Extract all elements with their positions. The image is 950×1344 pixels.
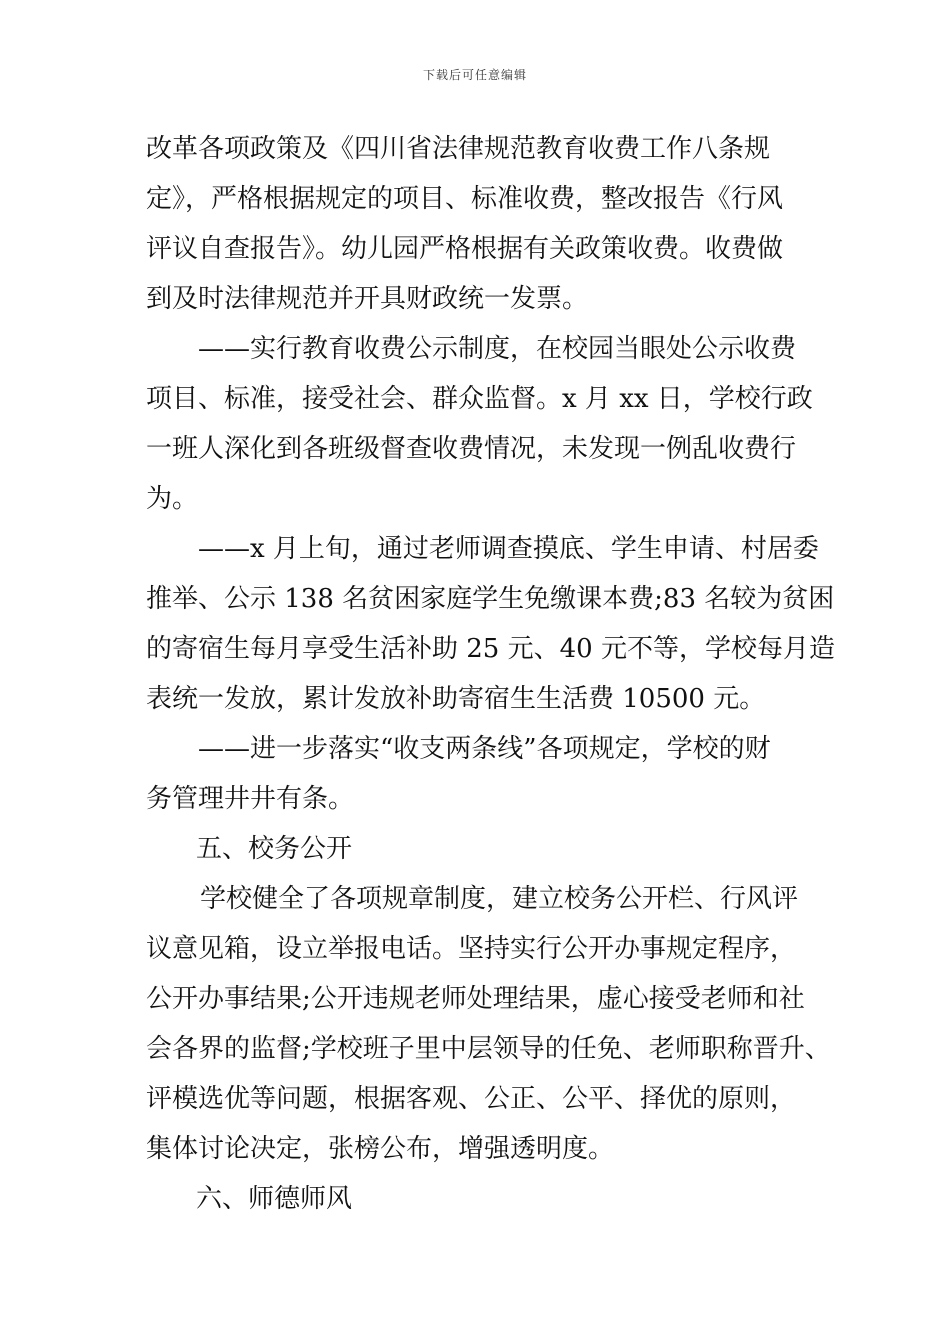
text-line: 的寄宿生每月享受生活补助 25 元、40 元不等，学校每月造	[146, 634, 835, 664]
text-line: 项目、标准，接受社会、群众监督。x 月 xx 日，学校行政	[146, 384, 813, 414]
text-line: 评模选优等问题，根据客观、公正、公平、择优的原则，	[146, 1084, 797, 1114]
text-line: 学校健全了各项规章制度，建立校务公开栏、行风评	[200, 884, 799, 914]
text-line: ——x 月上旬，通过老师调查摸底、学生申请、村居委	[198, 534, 819, 564]
text-line: 改革各项政策及《四川省法律规范教育收费工作八条规	[146, 134, 771, 164]
paragraph-fee-policy	[146, 124, 826, 324]
text-line: 表统一发放，累计发放补助寄宿生生活费 10500 元。	[146, 684, 766, 714]
text-line: 议意见箱，设立举报电话。坚持实行公开办事规定程序，	[146, 934, 797, 964]
paragraph-school-affairs	[146, 874, 831, 1174]
text-line: 务管理井井有条。	[146, 784, 355, 814]
text-line: 定》，严格根据规定的项目、标准收费，整改报告《行风	[146, 184, 784, 214]
paragraph-finance-management	[146, 724, 826, 824]
text-line: 为。	[146, 484, 199, 514]
text-line: 会各界的监督;学校班子里中层领导的任免、老师职称晋升、	[146, 1034, 831, 1064]
text-line: ——实行教育收费公示制度，在校园当眼处公示收费	[198, 334, 797, 364]
text-line: 评议自查报告》。幼儿园严格根据有关政策收费。收费做	[146, 234, 784, 264]
text-line: 一班人深化到各班级督查收费情况，未发现一例乱收费行	[146, 434, 797, 464]
text-line: 推举、公示 138 名贫困家庭学生免缴课本费;83 名较为贫困	[146, 584, 835, 614]
document-body	[146, 124, 835, 1224]
section-heading-school-affairs	[146, 824, 826, 874]
section-heading: 五、校务公开	[196, 834, 353, 864]
section-heading-teacher-ethics	[146, 1174, 826, 1224]
text-line: 公开办事结果;公开违规老师处理结果，虚心接受老师和社	[146, 984, 805, 1014]
text-line: ——进一步落实“收支两条线”各项规定，学校的财	[198, 734, 771, 764]
paragraph-fee-disclosure	[146, 324, 826, 524]
paragraph-student-aid	[146, 524, 835, 724]
text-line: 集体讨论决定，张榜公布，增强透明度。	[146, 1134, 615, 1164]
text-line: 到及时法律规范并开具财政统一发票。	[146, 284, 589, 314]
page-header: 下载后可任意编辑	[422, 68, 527, 82]
section-heading: 六、师德师风	[196, 1184, 353, 1214]
